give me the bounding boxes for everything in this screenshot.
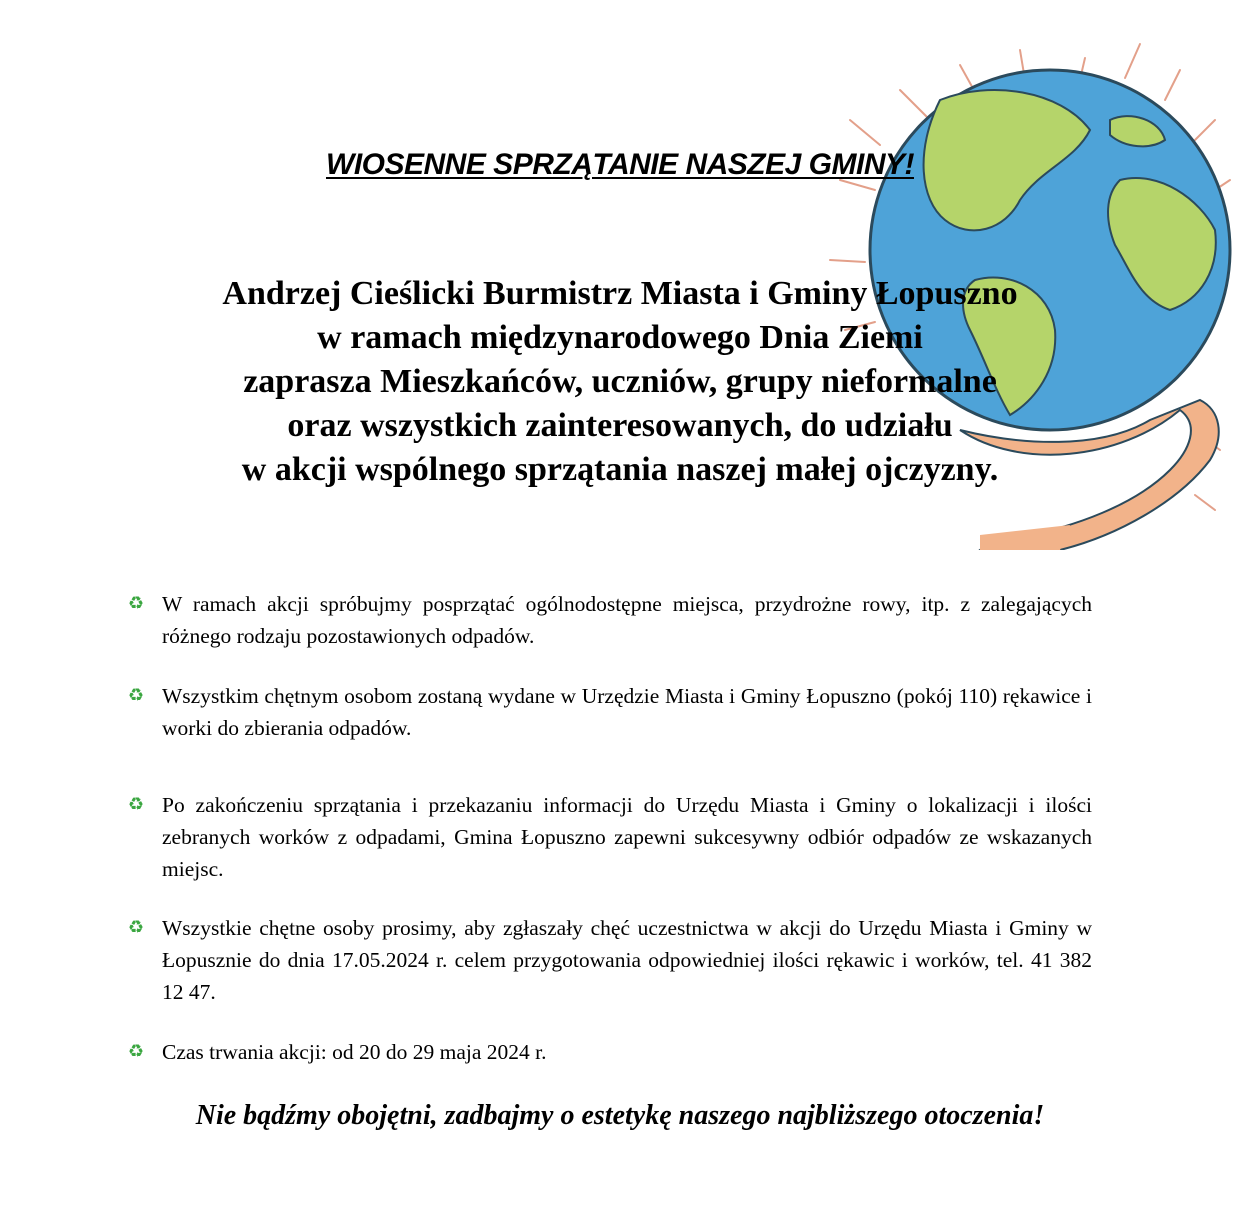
list-item [128,789,1092,885]
recycle-icon: ♻ [128,1041,145,1062]
invitation-line: oraz wszystkich zainteresowanych, do udziału [287,407,953,444]
list-item-text: W ramach akcji spróbujmy posprzątać ogólnodostępne miejsca, przydrożne rowy, itp. z zalegających różnego rodzaju pozostawionych odpadów. [162,592,1092,648]
invitation-line: w ramach międzynarodowego Dnia Ziemi [317,319,923,356]
invitation-text [0,272,1240,492]
invitation-line: Andrzej Cieślicki Burmistrz Miasta i Gminy Łopuszno [222,275,1018,312]
list-item [128,680,1092,744]
list-item-text: Po zakończeniu sprzątania i przekazaniu informacji do Urzędu Miasta i Gminy o lokalizacji i ilości zebranych worków z odpadami, Gmina Łopuszno zapewni sukcesywny odbiór odpadów ze wskazanych miejsc. [162,793,1092,881]
recycle-icon: ♻ [128,685,145,706]
page-title-text: WIOSENNE SPRZĄTANIE NASZEJ GMINY! [326,148,914,181]
list-item-text: Czas trwania akcji: od 20 do 29 maja 2024 r. [162,1040,547,1064]
recycle-icon: ♻ [128,917,145,938]
list-item-text: Wszystkie chętne osoby prosimy, aby zgłaszały chęć uczestnictwa w akcji do Urzędu Miasta i Gminy w Łopusznie do dnia 17.05.2024 r. celem przygotowania odpowiedniej ilości rękawic i worków, tel. 41 382 12 47. [162,916,1092,1004]
page-title [0,148,1240,182]
list-item [128,912,1092,1008]
closing-appeal: Nie bądźmy obojętni, zadbajmy o estetykę naszego najbliższego otoczenia! [195,1100,1045,1131]
invitation-line: w akcji wspólnego sprzątania naszej małej ojczyzny. [241,451,999,488]
list-item [128,1036,1092,1068]
recycle-icon: ♻ [128,794,145,815]
list-item [128,588,1092,652]
list-item-text: Wszystkim chętnym osobom zostaną wydane w Urzędzie Miasta i Gminy Łopuszno (pokój 110) rękawice i worki do zbierania odpadów. [162,684,1092,740]
invitation-line: zaprasza Mieszkańców, uczniów, grupy nieformalne [243,363,997,400]
recycle-icon: ♻ [128,593,145,614]
